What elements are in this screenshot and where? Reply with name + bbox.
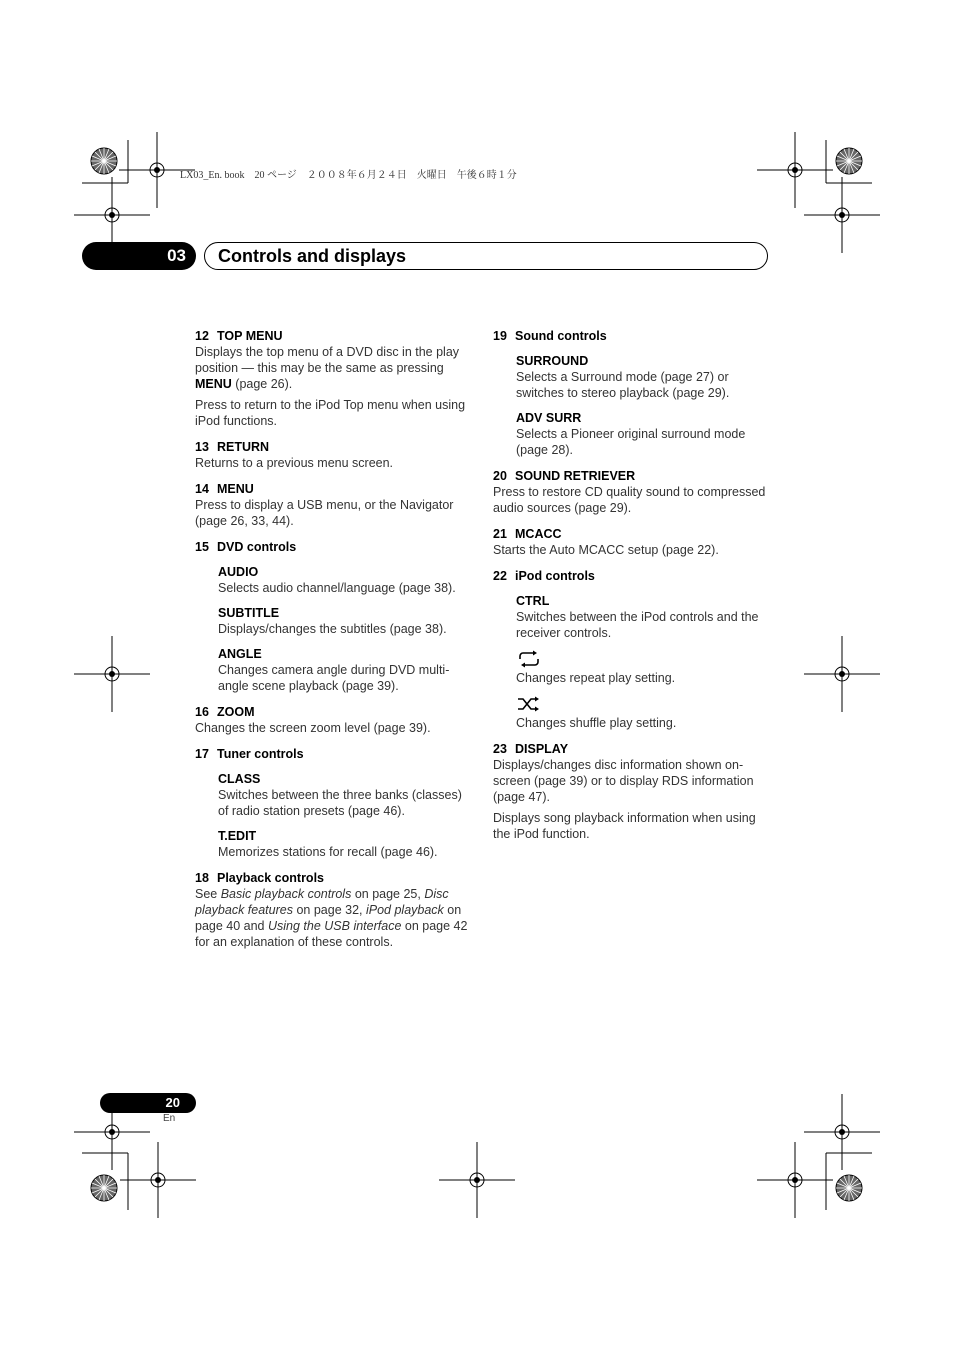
item-description: Press to restore CD quality sound to compressed audio sources (page 29).: [493, 485, 766, 515]
item-description-2: Displays song playback information when using the iPod function.: [493, 811, 756, 841]
page-language: En: [163, 1113, 176, 1124]
item-dvd-controls: 15 DVD controls AUDIO Selects audio channel/language (page 38). SUBTITLE Displays/changes the subtitles (page 38). ANGLE Changes camera angle during DVD multi-angle scene playback (page 39).: [195, 539, 473, 694]
item-description: Changes the screen zoom level (page 39).: [195, 721, 431, 735]
item-description: Displays/changes disc information shown on-screen (page 39) or to display RDS information (page 47).: [493, 758, 754, 804]
sub-item-ctrl: CTRL Switches between the iPod controls and the receiver controls.: [516, 594, 759, 640]
item-title: Playback controls: [217, 871, 324, 885]
item-description: Returns to a previous menu screen.: [195, 456, 394, 470]
repeat-icon: [516, 650, 768, 670]
chapter-title: Controls and displays: [204, 242, 768, 270]
sub-item-subtitle: SUBTITLE Displays/changes the subtitles (page 38).: [218, 606, 447, 636]
item-title: DISPLAY: [515, 742, 569, 756]
item-display: 23 DISPLAY Displays/changes disc information shown on-screen (page 39) or to display RDS information (page 47). Displays song playback information when using the iPod function.: [493, 741, 768, 842]
shuffle-icon: [516, 695, 768, 715]
left-column: [195, 328, 473, 960]
chapter-number: 03: [82, 242, 196, 270]
item-number: 12: [195, 329, 209, 343]
item-sound-controls: 19 Sound controls SURROUND Selects a Surround mode (page 27) or switches to stereo playback (page 29). ADV SURR Selects a Pioneer original surround mode (page 28).: [493, 328, 768, 458]
item-title: iPod controls: [515, 569, 595, 583]
item-top-menu: [195, 328, 473, 429]
item-title: Tuner controls: [217, 747, 304, 761]
item-title: TOP MENU: [217, 329, 283, 343]
item-return: 13 RETURN Returns to a previous menu screen.: [195, 439, 473, 471]
item-tuner-controls: 17 Tuner controls CLASS Switches between the three banks (classes) of radio station presets (page 46). T.EDIT Memorizes stations for recall (page 46).: [195, 746, 473, 860]
item-menu: 14 MENU Press to display a USB menu, or the Navigator (page 26, 33, 44).: [195, 481, 473, 529]
sub-item-surround: SURROUND Selects a Surround mode (page 27) or switches to stereo playback (page 29).: [516, 354, 730, 400]
right-column: [493, 328, 768, 852]
item-title: MENU: [217, 482, 254, 496]
item-title: SOUND RETRIEVER: [515, 469, 636, 483]
sub-item-shuffle: Changes shuffle play setting.: [516, 695, 768, 731]
item-description: Starts the Auto MCACC setup (page 22).: [493, 543, 719, 557]
sub-item-t-edit: T.EDIT Memorizes stations for recall (page 46).: [218, 829, 438, 859]
sub-item-angle: ANGLE Changes camera angle during DVD multi-angle scene playback (page 39).: [218, 647, 450, 693]
sub-item-adv-surr: ADV SURR Selects a Pioneer original surround mode (page 28).: [516, 411, 746, 457]
item-description: Displays the top menu of a DVD disc in the play position — this may be the same as pressing MENU (page 26).: [195, 345, 460, 391]
item-description: Press to display a USB menu, or the Navigator (page 26, 33, 44).: [195, 498, 454, 528]
item-ipod-controls: 22 iPod controls CTRL Switches between the iPod controls and the receiver controls. Changes repeat play setting. Changes shuffle play setting.: [493, 568, 768, 731]
sub-item-audio: AUDIO Selects audio channel/language (page 38).: [218, 565, 456, 595]
item-sound-retriever: 20 SOUND RETRIEVER Press to restore CD quality sound to compressed audio sources (page 29).: [493, 468, 768, 516]
item-title: DVD controls: [217, 540, 297, 554]
sub-item-repeat: Changes repeat play setting.: [516, 650, 768, 686]
print-header: LX03_En. book 20 ページ ２００８年６月２４日 火曜日 午後６時１分: [180, 170, 517, 181]
item-mcacc: 21 MCACC Starts the Auto MCACC setup (page 22).: [493, 526, 768, 558]
sub-item-class: CLASS Switches between the three banks (classes) of radio station presets (page 46).: [218, 772, 462, 818]
page-number: 20: [100, 1093, 196, 1113]
item-description-2: Press to return to the iPod Top menu when using iPod functions.: [195, 398, 466, 428]
item-playback-controls: 18 Playback controls See Basic playback controls on page 25, Disc playback features on page 32, iPod playback on page 40 and Using the USB interface on page 42 for an explanation of these controls.: [195, 870, 473, 950]
item-description: See Basic playback controls on page 25, Disc playback features on page 32, iPod playback on page 40 and Using the USB interface on page 42 for an explanation of these controls.: [195, 887, 468, 949]
item-title: ZOOM: [217, 705, 255, 719]
item-title: Sound controls: [515, 329, 607, 343]
item-zoom: 16 ZOOM Changes the screen zoom level (page 39).: [195, 704, 473, 736]
item-title: RETURN: [217, 440, 270, 454]
item-title: MCACC: [515, 527, 562, 541]
